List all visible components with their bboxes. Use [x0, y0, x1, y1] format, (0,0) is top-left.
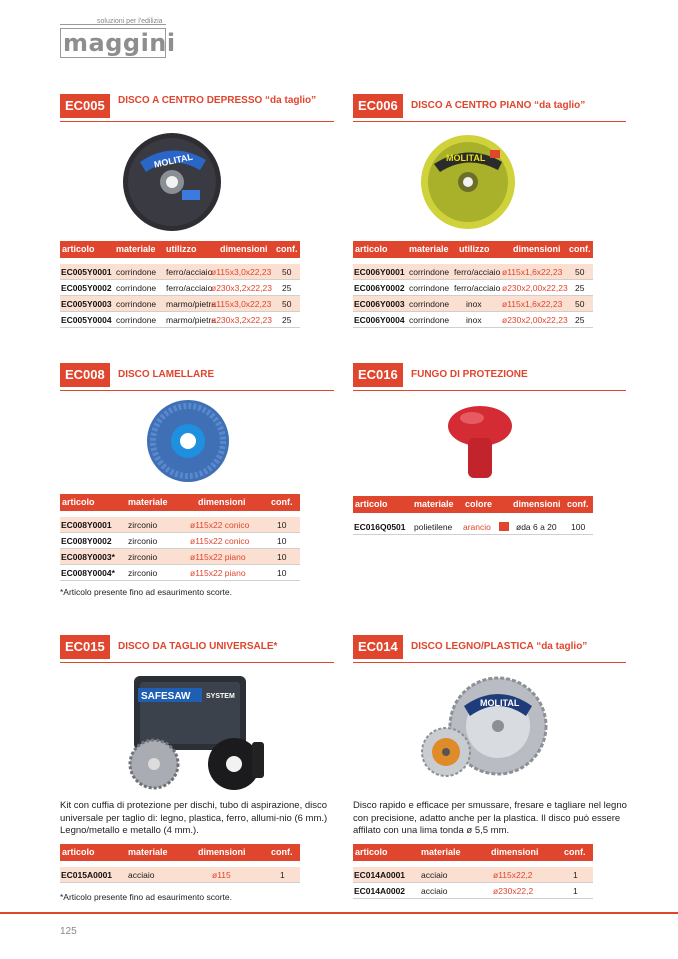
description-ec015: Kit con cuffia di protezione per dischi, tubo di aspirazione, disco universale per taglio di: legno, plastica, ferro, allumi-nio (6 mm.) Legno/metallo e metallo (4 mm.).: [60, 800, 328, 836]
col-articolo: articolo: [62, 244, 95, 254]
table-header: [353, 844, 593, 861]
cell-dimension: ø115x22,2: [493, 870, 533, 880]
table-row: [60, 867, 300, 883]
cell-material: polietilene: [414, 522, 453, 532]
cell-dimension: ø115x1,6x22,23: [502, 299, 563, 309]
cell-dimension: ø115x22 piano: [190, 568, 246, 578]
cell-code: EC014A0002: [354, 886, 406, 896]
table-header: [353, 241, 593, 258]
cell-conf: 50: [575, 267, 585, 277]
footnote-ec008: *Articolo presente fino ad esaurimento scorte.: [60, 587, 232, 597]
table-row: [353, 867, 593, 883]
flap-disc-image: [145, 399, 231, 483]
cell-material: zirconio: [128, 520, 158, 530]
section-rule: [60, 662, 334, 664]
col-conf: conf.: [271, 497, 293, 507]
cap-stem: [468, 438, 492, 478]
section-code: EC015: [60, 635, 110, 659]
section-title: DISCO A CENTRO DEPRESSO “da taglio”: [118, 95, 317, 106]
brand-logo: maggini: [63, 29, 176, 57]
section-rule: [353, 662, 626, 664]
cell-material: corrindone: [409, 315, 450, 325]
table-header: [353, 496, 593, 513]
cell-conf: 25: [575, 283, 585, 293]
cell-conf: 1: [280, 870, 285, 880]
cell-use: inox: [466, 299, 482, 309]
cell-dimension: ø115: [212, 870, 231, 880]
disc-flat-image: [418, 134, 518, 230]
section-ec014-header: [353, 635, 626, 663]
disc-hole: [463, 177, 473, 187]
kit-case-label: SAFESAW: [141, 691, 191, 702]
cell-code: EC006Y0004: [354, 315, 405, 325]
section-code: EC016: [353, 363, 403, 387]
cell-conf: 100: [571, 522, 586, 532]
section-title: DISCO DA TAGLIO UNIVERSALE*: [118, 641, 278, 652]
section-ec005-header: [60, 94, 334, 122]
cell-code: EC008Y0003*: [61, 552, 115, 562]
table-row: [60, 565, 300, 581]
table-row: [353, 312, 593, 328]
cell-material: corrindone: [116, 267, 157, 277]
col-articolo: articolo: [355, 499, 388, 509]
col-materiale: materiale: [128, 497, 168, 507]
table-row: [60, 312, 300, 328]
cell-material: acciaio: [128, 870, 155, 880]
section-title: DISCO LAMELLARE: [118, 369, 215, 380]
cell-dimension: ø115x22 conico: [190, 520, 250, 530]
cell-material: corrindone: [116, 315, 157, 325]
col-conf: conf.: [276, 244, 298, 254]
table-row: [353, 296, 593, 312]
wood-disc-label: MOLITAL: [480, 698, 520, 708]
cell-conf: 10: [277, 568, 287, 578]
col-dimensioni: dimensioni: [220, 244, 268, 254]
cell-dimension: øda 6 a 20: [516, 522, 557, 532]
cell-dimension: ø115x22 conico: [190, 536, 250, 546]
section-code: EC006: [353, 94, 403, 118]
cell-material: corrindone: [116, 283, 157, 293]
table-ec005: [60, 241, 300, 328]
cell-dimension: ø115x3,0x22,23: [211, 267, 272, 277]
color-swatch: [499, 522, 509, 532]
table-ec016: [353, 496, 593, 535]
table-ec008: [60, 494, 300, 581]
cell-material: zirconio: [128, 552, 158, 562]
table-ec006: [353, 241, 593, 328]
guard-tube: [252, 742, 264, 778]
cell-dimension: ø230x2,00x22,23: [502, 315, 568, 325]
cell-material: corrindone: [409, 299, 450, 309]
cell-dimension: ø115x3,0x22,23: [211, 299, 272, 309]
table-ec014: [353, 844, 593, 899]
cell-material: corrindone: [116, 299, 157, 309]
cell-material: acciaio: [421, 870, 448, 880]
cell-code: EC016Q0501: [354, 522, 406, 532]
section-code: EC008: [60, 363, 110, 387]
protection-cap-image: [446, 404, 514, 482]
table-row: [60, 533, 300, 549]
cell-code: EC005Y0004: [61, 315, 112, 325]
section-ec015-header: [60, 635, 334, 663]
section-code: EC014: [353, 635, 403, 659]
saw-kit-image: [126, 672, 276, 792]
col-dimensioni: dimensioni: [198, 847, 246, 857]
cell-dimension: ø230x3,2x22,23: [211, 315, 272, 325]
col-articolo: articolo: [62, 847, 95, 857]
col-conf: conf.: [567, 499, 589, 509]
cell-dimension: ø115x22 piano: [190, 552, 246, 562]
col-materiale: materiale: [409, 244, 449, 254]
section-title: FUNGO DI PROTEZIONE: [411, 369, 528, 380]
col-conf: conf.: [564, 847, 586, 857]
wood-disc-image: [420, 676, 560, 788]
cell-dimension: ø115x1,6x22,23: [502, 267, 563, 277]
disc-sticker: [182, 190, 200, 200]
col-dimensioni: dimensioni: [513, 499, 561, 509]
col-conf: conf.: [271, 847, 293, 857]
saw-blade-hub: [148, 758, 160, 770]
table-row: [60, 264, 300, 280]
disc-depressed-image: [120, 132, 224, 232]
flap-disc-hole: [180, 433, 196, 449]
table-row: [60, 549, 300, 565]
cell-code: EC015A0001: [61, 870, 113, 880]
cell-conf: 10: [277, 552, 287, 562]
cell-conf: 25: [282, 315, 292, 325]
cell-code: EC006Y0002: [354, 283, 405, 293]
col-colore: colore: [465, 499, 493, 509]
table-row: [60, 517, 300, 533]
col-dimensioni: dimensioni: [198, 497, 246, 507]
section-ec016-header: [353, 363, 626, 391]
cell-use: ferro/acciaio: [454, 267, 501, 277]
cell-conf: 25: [282, 283, 292, 293]
cell-use: ferro/acciaio: [166, 283, 213, 293]
cell-dimension: ø230x22,2: [493, 886, 534, 896]
cell-code: EC006Y0003: [354, 299, 405, 309]
cell-conf: 1: [573, 886, 578, 896]
section-rule: [60, 390, 334, 392]
section-code: EC005: [60, 94, 110, 118]
cell-conf: 25: [575, 315, 585, 325]
table-row: [353, 264, 593, 280]
section-title: DISCO LEGNO/PLASTICA “da taglio”: [411, 641, 588, 652]
col-utilizzo: utilizzo: [166, 244, 197, 254]
cell-use: marmo/pietra: [166, 315, 217, 325]
cell-conf: 50: [575, 299, 585, 309]
cell-code: EC005Y0001: [61, 267, 112, 277]
cell-conf: 1: [573, 870, 578, 880]
table-ec015: [60, 844, 300, 883]
table-row: [353, 519, 593, 535]
col-materiale: materiale: [116, 244, 156, 254]
cell-code: EC006Y0001: [354, 267, 405, 277]
table-row: [353, 883, 593, 899]
cell-code: EC008Y0001: [61, 520, 112, 530]
cell-material: corrindone: [409, 267, 450, 277]
footnote-ec015: *Articolo presente fino ad esaurimento scorte.: [60, 892, 232, 902]
cap-highlight: [460, 412, 484, 424]
cell-code: EC008Y0002: [61, 536, 112, 546]
cell-conf: 10: [277, 536, 287, 546]
wood-disc-large-hole: [492, 720, 504, 732]
wood-disc-small-hole: [442, 748, 450, 756]
cell-use: ferro/acciaio: [454, 283, 501, 293]
cell-material: zirconio: [128, 536, 158, 546]
cell-conf: 10: [277, 520, 287, 530]
cell-material: acciaio: [421, 886, 448, 896]
page-number: 125: [60, 926, 77, 937]
kit-case-sub: SYSTEM: [206, 693, 235, 700]
table-header: [60, 494, 300, 511]
section-rule: [60, 121, 334, 123]
cell-use: inox: [466, 315, 482, 325]
table-header: [60, 844, 300, 861]
col-materiale: materiale: [414, 499, 454, 509]
col-articolo: articolo: [62, 497, 95, 507]
disc-brand-label: MOLITAL: [153, 151, 194, 170]
section-ec006-header: [353, 94, 626, 122]
description-ec014: Disco rapido e efficace per smussare, fresare e tagliare nel legno con precisione, adatto anche per la plastica. Il disco può essere affilato con una lima tonda ø 5,5 mm.: [353, 800, 627, 836]
col-materiale: materiale: [128, 847, 168, 857]
section-title: DISCO A CENTRO PIANO “da taglio”: [411, 100, 586, 111]
cell-dimension: ø230x3,2x22,23: [211, 283, 272, 293]
cell-conf: 50: [282, 267, 292, 277]
col-dimensioni: dimensioni: [513, 244, 561, 254]
cell-material: zirconio: [128, 568, 158, 578]
col-materiale: materiale: [421, 847, 461, 857]
section-rule: [353, 121, 626, 123]
cell-use: ferro/acciaio: [166, 267, 213, 277]
col-articolo: articolo: [355, 847, 388, 857]
table-row: [353, 280, 593, 296]
cell-code: EC014A0001: [354, 870, 406, 880]
section-ec008-header: [60, 363, 334, 391]
col-utilizzo: utilizzo: [459, 244, 490, 254]
brand-tagline: soluzioni per l'edilizia: [97, 18, 163, 25]
table-row: [60, 296, 300, 312]
cell-code: EC008Y0004*: [61, 568, 115, 578]
col-conf: conf.: [569, 244, 591, 254]
cell-dimension: ø230x2,00x22,23: [502, 283, 568, 293]
table-header: [60, 241, 300, 258]
disc-hole: [166, 176, 178, 188]
section-rule: [353, 390, 626, 392]
guard-hole: [226, 756, 242, 772]
col-dimensioni: dimensioni: [491, 847, 539, 857]
cell-code: EC005Y0002: [61, 283, 112, 293]
cell-material: corrindone: [409, 283, 450, 293]
col-articolo: articolo: [355, 244, 388, 254]
cell-code: EC005Y0003: [61, 299, 112, 309]
cell-conf: 50: [282, 299, 292, 309]
footer-rule: [0, 912, 678, 914]
disc-brand-label: MOLITAL: [446, 153, 486, 163]
disc-flag: [490, 150, 500, 158]
table-row: [60, 280, 300, 296]
cell-color: arancio: [463, 522, 491, 532]
cell-use: marmo/pietra: [166, 299, 217, 309]
